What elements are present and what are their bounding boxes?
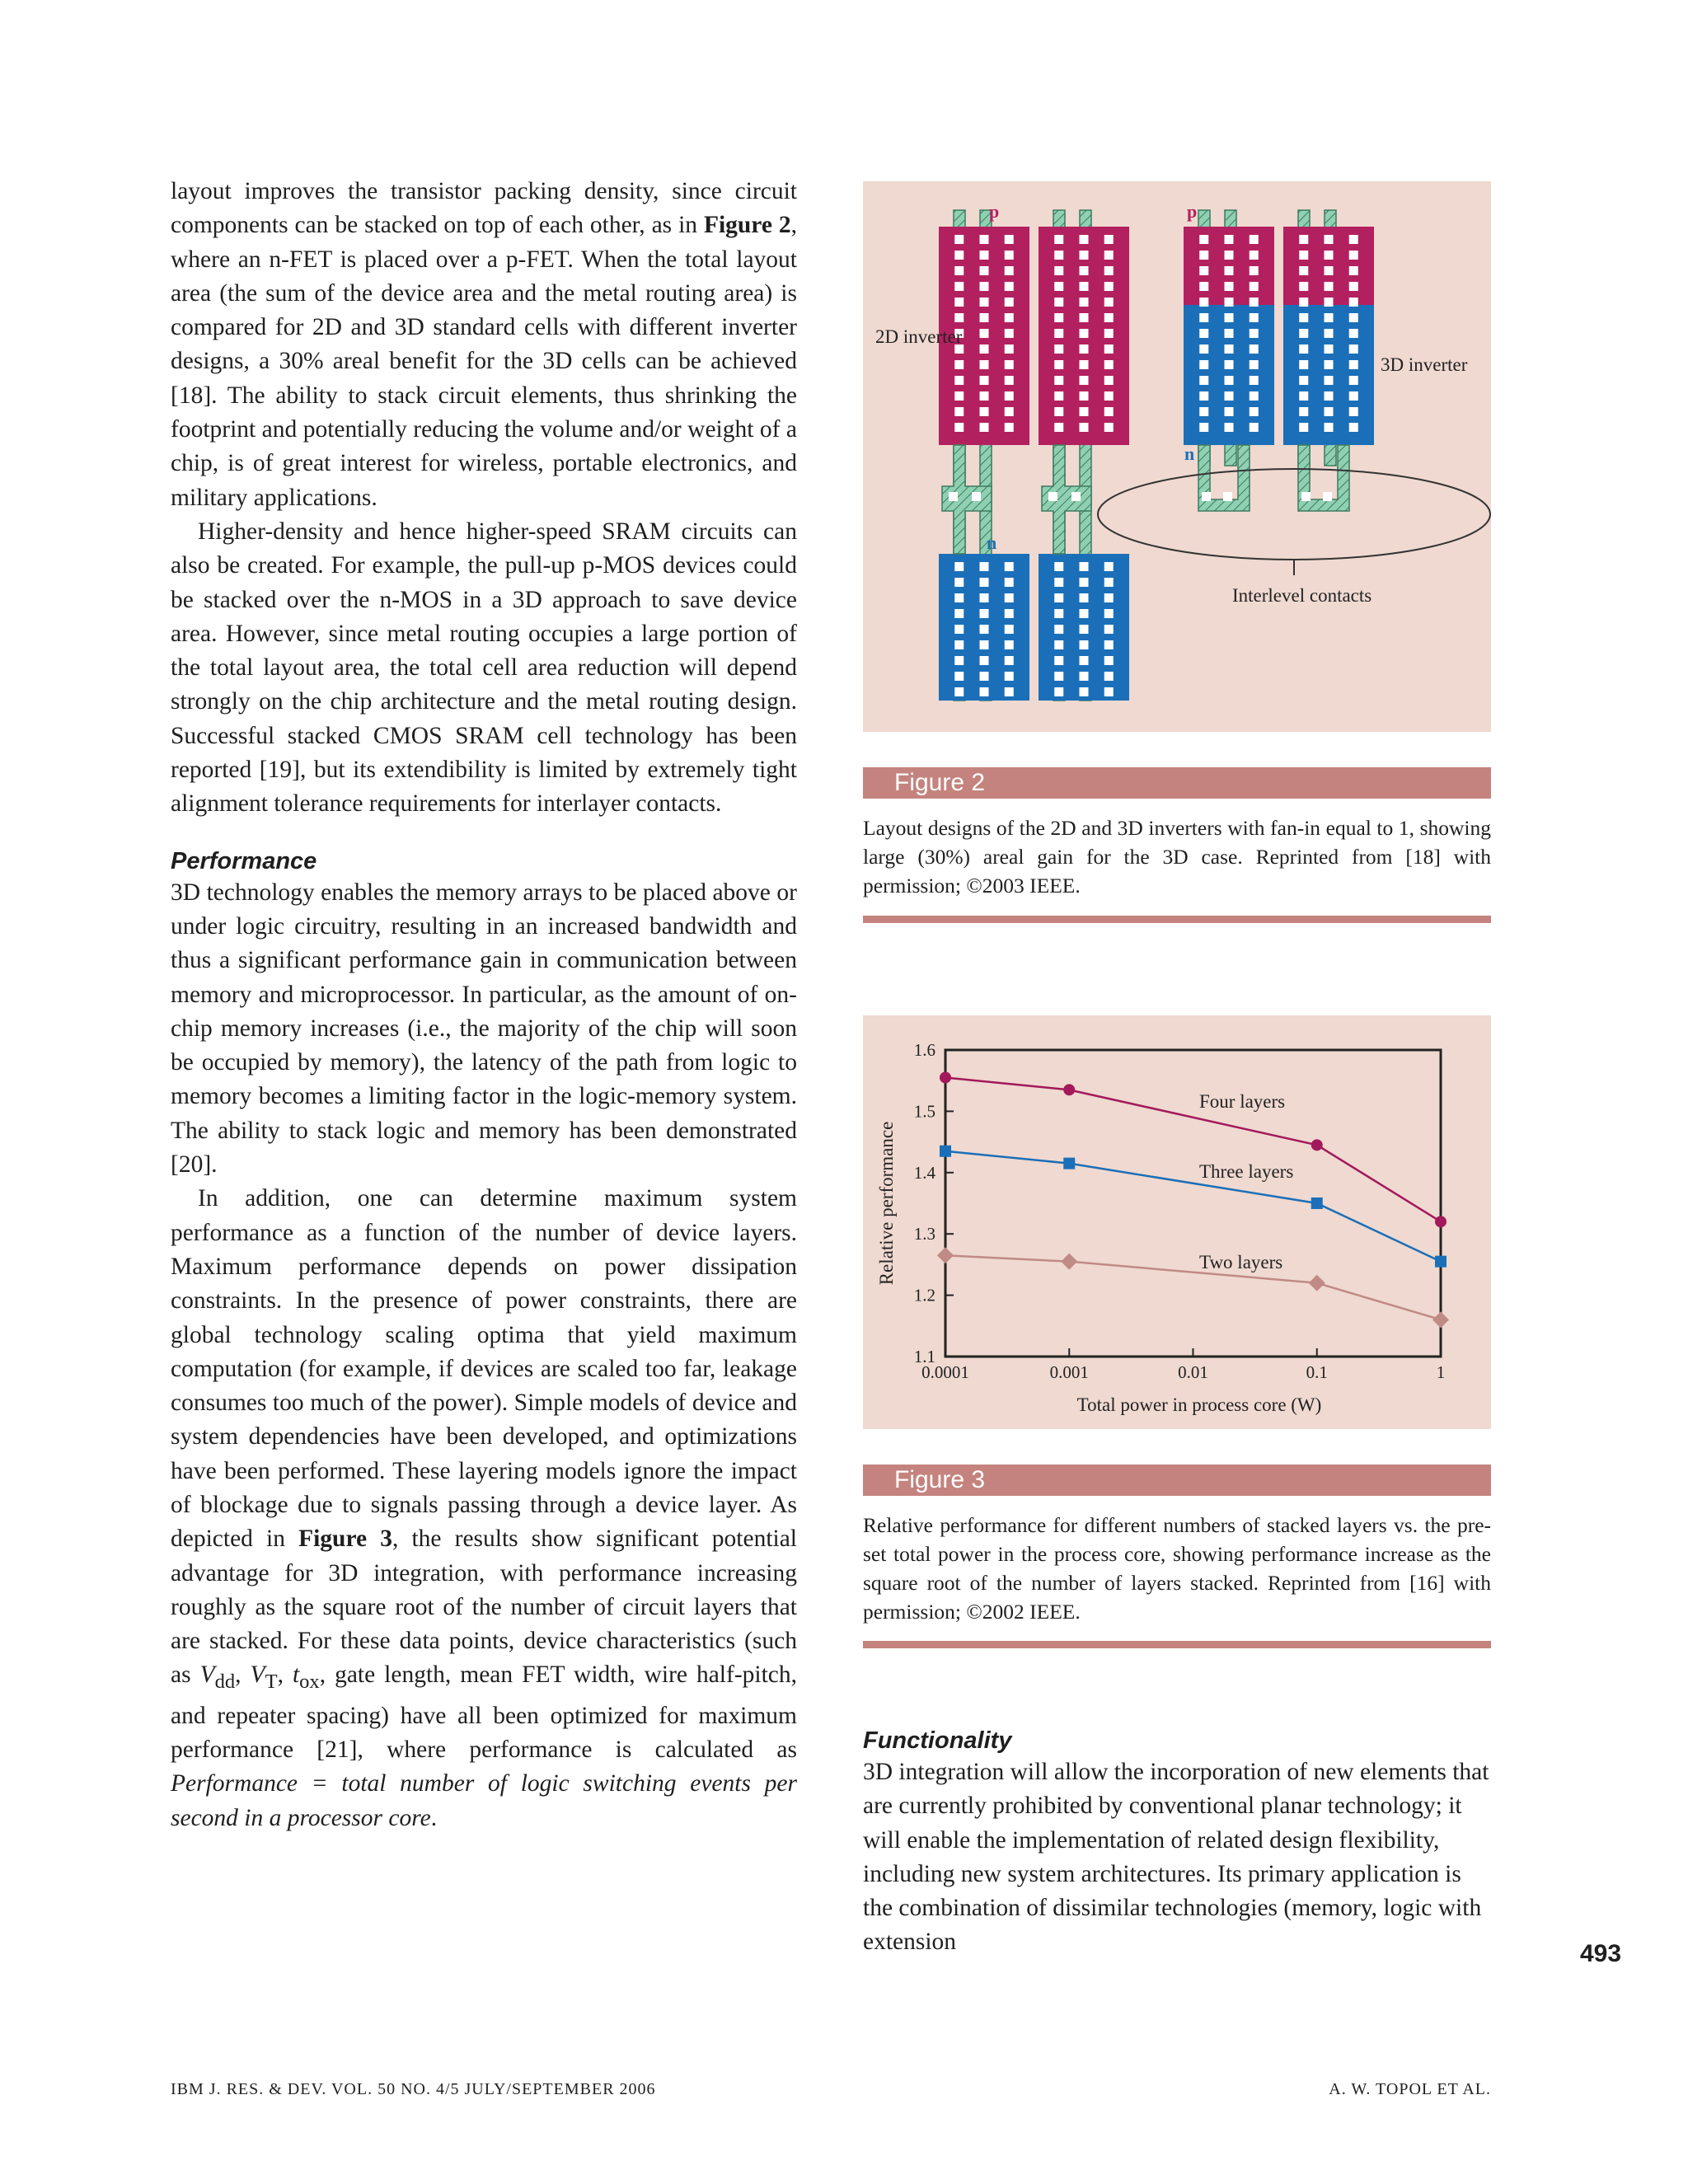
contact-square	[1005, 640, 1014, 649]
contact-square	[1299, 298, 1308, 307]
contact-square	[954, 625, 964, 634]
series-line-2	[945, 1255, 1441, 1319]
contact-square	[1048, 492, 1057, 501]
contact-square	[1104, 625, 1114, 634]
contact-square	[1199, 266, 1208, 275]
contact-square	[980, 391, 989, 401]
contact-square	[1080, 391, 1089, 401]
contact-square	[1223, 492, 1232, 501]
contact-square	[1202, 492, 1211, 501]
contact-square	[1005, 656, 1014, 665]
contact-square	[1325, 407, 1334, 416]
contact-square	[1005, 593, 1014, 602]
contact-square	[1199, 391, 1208, 401]
contact-square	[1080, 578, 1089, 587]
contact-square	[1349, 282, 1358, 291]
contact-square	[1349, 329, 1358, 338]
contact-square	[1054, 266, 1063, 275]
label-p-right: p	[1187, 201, 1198, 222]
contact-square	[1080, 609, 1089, 618]
contact-square	[1005, 625, 1014, 634]
contact-square	[980, 266, 989, 275]
contact-square	[1104, 376, 1114, 385]
contact-square	[954, 313, 964, 322]
x-tick-label: 0.001	[1049, 1362, 1089, 1382]
contact-square	[1104, 687, 1114, 696]
contact-square	[1080, 313, 1089, 322]
contacts-ellipse	[1098, 469, 1490, 560]
contact-square	[1325, 298, 1334, 307]
figure-2-label-bar	[863, 767, 1491, 799]
x-axis-label: Total power in process core (W)	[1076, 1394, 1322, 1415]
contact-square	[1054, 593, 1063, 602]
contact-square	[980, 407, 989, 416]
contact-square	[1005, 407, 1014, 416]
label-p-left: p	[989, 201, 1000, 222]
contact-square	[954, 562, 964, 571]
inverter-layout-diagram	[863, 181, 1491, 732]
contact-square	[1005, 562, 1014, 571]
contact-square	[1054, 235, 1063, 244]
contact-square	[980, 640, 989, 649]
contact-square	[1250, 313, 1259, 322]
contact-square	[1005, 251, 1014, 260]
contact-square	[1054, 640, 1063, 649]
contact-square	[1225, 251, 1234, 260]
contact-square	[1349, 298, 1358, 307]
contact-square	[1250, 376, 1259, 385]
data-point	[1309, 1275, 1325, 1291]
contact-square	[1325, 313, 1334, 322]
contact-square	[1225, 266, 1234, 275]
contact-square	[1225, 360, 1234, 369]
contact-square	[954, 423, 964, 432]
contact-square	[1080, 640, 1089, 649]
contact-square	[1299, 423, 1308, 432]
contact-square	[980, 329, 989, 338]
contact-square	[1199, 251, 1208, 260]
contact-square	[1005, 360, 1014, 369]
footer-authors: A. W. TOPOL ET AL.	[1329, 2080, 1491, 2098]
y-tick-label: 1.3	[913, 1224, 935, 1244]
contact-square	[980, 609, 989, 618]
contact-square	[1104, 562, 1114, 571]
contact-square	[1104, 282, 1114, 291]
figure-2-label: Figure 2	[894, 769, 986, 796]
figure-2-reference[interactable]: Figure 2	[703, 212, 791, 239]
contact-square	[954, 687, 964, 696]
label-2d-inverter: 2D inverter	[875, 326, 963, 347]
contact-square	[1225, 407, 1234, 416]
contact-square	[1325, 235, 1334, 244]
contact-square	[1299, 266, 1308, 275]
contact-square	[954, 391, 964, 401]
y-tick-label: 1.4	[913, 1162, 935, 1183]
contact-square	[1325, 266, 1334, 275]
legend-three-layers: Three layers	[1199, 1161, 1294, 1182]
contact-square	[980, 235, 989, 244]
data-point	[1435, 1216, 1447, 1227]
contact-square	[1005, 672, 1014, 681]
contact-square	[1299, 407, 1308, 416]
contact-square	[1005, 282, 1014, 291]
x-tick-label: 0.01	[1178, 1362, 1208, 1382]
contact-square	[1225, 313, 1234, 322]
contact-square	[1080, 672, 1089, 681]
section-heading-functionality: Functionality	[863, 1727, 1012, 1754]
contact-square	[1199, 407, 1208, 416]
contact-square	[980, 360, 989, 369]
performance-formula: Performance = total number of logic switching events per second in a processor core	[171, 1770, 797, 1831]
contact-square	[1054, 344, 1063, 354]
contact-square	[980, 625, 989, 634]
contact-square	[1299, 235, 1308, 244]
contact-square	[1299, 313, 1308, 322]
contact-square	[1225, 282, 1234, 291]
figure-3-chart	[863, 1015, 1491, 1429]
label-3d-inverter: 3D inverter	[1381, 354, 1468, 375]
contact-square	[980, 656, 989, 665]
contact-square	[954, 376, 964, 385]
contact-square	[1054, 360, 1063, 369]
contact-square	[1005, 298, 1014, 307]
contact-square	[1054, 407, 1063, 416]
contact-square	[1054, 609, 1063, 618]
series-line-1	[945, 1151, 1441, 1262]
contact-square	[1299, 282, 1308, 291]
contact-square	[1005, 609, 1014, 618]
figure-3-label-bar	[863, 1465, 1491, 1496]
data-point	[1311, 1197, 1323, 1209]
contact-square	[1104, 672, 1114, 681]
contact-square	[1325, 282, 1334, 291]
contact-square	[1080, 298, 1089, 307]
contact-square	[1199, 344, 1208, 354]
contact-square	[1054, 656, 1063, 665]
contact-square	[1054, 578, 1063, 587]
contact-square	[1325, 376, 1334, 385]
section-heading-performance: Performance	[171, 847, 317, 874]
contact-square	[1054, 251, 1063, 260]
contact-square	[1005, 391, 1014, 401]
paragraph: layout improves the transistor packing density, since circuit components can be stacked on top of each other, as in Figure 2, where an n-FET is placed over a p-FET. When the total layout area (the sum of the device area and the metal routing area) is compared for 2D and 3D standard cells with different inverter designs, a 30% areal benefit for the 3D cells can be achieved [18]. The ability to stack circuit elements, thus shrinking the footprint and potentially reducing the volume and/or weight of a chip, is of great interest for wireless, portable electronics, and military applications.	[171, 178, 797, 511]
contact-square	[1325, 360, 1334, 369]
contact-square	[1250, 391, 1259, 401]
contact-square	[1104, 266, 1114, 275]
data-point	[1061, 1254, 1077, 1270]
contact-square	[1349, 407, 1358, 416]
contact-square	[1299, 329, 1308, 338]
data-point	[1063, 1084, 1075, 1095]
contact-square	[1054, 298, 1063, 307]
figure-3-label: Figure 3	[894, 1466, 986, 1493]
contact-square	[1104, 298, 1114, 307]
contact-square	[954, 578, 964, 587]
figure-2-rule	[863, 916, 1491, 923]
label-n-left: n	[987, 532, 997, 553]
contact-square	[1225, 298, 1234, 307]
contact-square	[1325, 251, 1334, 260]
contact-square	[1104, 313, 1114, 322]
contact-square	[1199, 313, 1208, 322]
contact-square	[1080, 656, 1089, 665]
contact-square	[1054, 376, 1063, 385]
contact-square	[1349, 376, 1358, 385]
contact-square	[1199, 298, 1208, 307]
contact-square	[1199, 376, 1208, 385]
contact-square	[954, 640, 964, 649]
contact-square	[1071, 492, 1081, 501]
contact-square	[1005, 329, 1014, 338]
label-interlevel-contacts: Interlevel contacts	[1232, 585, 1372, 606]
contact-square	[1104, 329, 1114, 338]
data-point	[1432, 1311, 1449, 1328]
contact-square	[1325, 329, 1334, 338]
contact-square	[1104, 407, 1114, 416]
contact-square	[1199, 282, 1208, 291]
contact-square	[1349, 235, 1358, 244]
contact-square	[1199, 235, 1208, 244]
contact-square	[1080, 687, 1089, 696]
contact-square	[1325, 344, 1334, 354]
contact-square	[1349, 423, 1358, 432]
contact-square	[980, 423, 989, 432]
contact-square	[1349, 360, 1358, 369]
contact-square	[1250, 251, 1259, 260]
contact-square	[1080, 625, 1089, 634]
contact-square	[1250, 329, 1259, 338]
contact-square	[1225, 423, 1234, 432]
contact-square	[1080, 329, 1089, 338]
page-number: 493	[1580, 1940, 1622, 1967]
contact-square	[1080, 251, 1089, 260]
contact-square	[1005, 423, 1014, 432]
label-n-right: n	[1184, 443, 1195, 464]
contact-square	[1054, 391, 1063, 401]
paragraph: Higher-density and hence higher-speed SRAM circuits can also be created. For example, the pull-up p-MOS devices could be stacked over the n-MOS in a 3D approach to save device area. However, since metal routing occupies a large portion of the total layout area, the total cell area reduction will depend strongly on the chip architecture and the metal routing design. Successful stacked CMOS SRAM cell technology has been reported [19], but its extendibility is limited by extremely tight alignment tolerance requirements for interlayer contacts.	[171, 518, 797, 818]
contact-square	[1104, 423, 1114, 432]
y-tick-label: 1.6	[913, 1040, 935, 1060]
contact-square	[954, 672, 964, 681]
data-point	[937, 1247, 954, 1263]
contact-square	[1080, 423, 1089, 432]
paragraph: In addition, one can determine maximum system performance as a function of the number of device layers. Maximum performance depends on power dissipation constraints. In the presence of power constraints, there are global technology scaling optima that yield maximum computation (for example, if devices are scaled too far, leakage consumes too much of the power). Simple models of device and system dependencies have been developed, and optimizations have been performed. These layering models ignore the impact of blockage due to signals passing through a device layer. As depicted in Figure 3, the results show significant potential advantage for 3D integration, with performance increasing roughly as the square root of the number of circuit layers that are stacked. For these data points, device characteristics (such as $V_{dd}$, $V_T$, $t_{ox}$, gate length, mean FET width, wire half-pitch, and repeater spacing) have all been optimized for maximum performance [21], where performance is calculated as Performance = total number of logic switching events per second in a processor core.	[171, 1185, 798, 1831]
contact-square	[954, 235, 964, 244]
contact-square	[980, 376, 989, 385]
data-point	[1063, 1158, 1075, 1169]
contact-square	[1005, 376, 1014, 385]
contact-square	[980, 672, 989, 681]
series-line-0	[945, 1077, 1441, 1221]
contact-square	[1250, 423, 1259, 432]
paragraph: 3D technology enables the memory arrays to be placed above or under logic circuitry, resulting in an increased bandwidth and thus a significant performance gain in communication between memory and microprocessor. In particular, as the amount of on-chip memory increases (i.e., the majority of the chip will soon be occupied by memory), the latency of the path from logic to memory becomes a limiting factor in the logic-memory system. The ability to stack logic and memory has been demonstrated [20].	[171, 879, 797, 1179]
contact-square	[1005, 344, 1014, 354]
contact-square	[1299, 360, 1308, 369]
contact-square	[1005, 266, 1014, 275]
contact-square	[980, 298, 989, 307]
right-column	[863, 1726, 1491, 1960]
figure-3-caption: Relative performance for different numbers of stacked layers vs. the pre-set total power in the process core, showing performance increase as the square root of the number of layers stacked. Reprinted from [16] with permission; ©2002 IEEE.	[863, 1513, 1491, 1624]
contact-square	[954, 407, 964, 416]
contact-square	[1104, 640, 1114, 649]
contact-square	[1080, 562, 1089, 571]
contact-square	[1104, 391, 1114, 401]
data-point	[1435, 1256, 1447, 1268]
data-point	[940, 1071, 951, 1083]
legend-two-layers: Two layers	[1199, 1252, 1283, 1272]
contact-square	[1080, 360, 1089, 369]
contact-square	[1104, 235, 1114, 244]
y-tick-label: 1.5	[913, 1101, 935, 1122]
contact-square	[1054, 672, 1063, 681]
figure-3-reference[interactable]: Figure 3	[298, 1526, 392, 1553]
contact-square	[1349, 313, 1358, 322]
contact-square	[1104, 656, 1114, 665]
y-axis-label: Relative performance	[876, 1121, 897, 1286]
contact-square	[1199, 423, 1208, 432]
contact-square	[980, 282, 989, 291]
contact-square	[954, 298, 964, 307]
contact-square	[1080, 266, 1089, 275]
figure-2-image	[863, 181, 1491, 732]
contact-square	[1054, 562, 1063, 571]
contact-square	[954, 282, 964, 291]
contact-square	[1080, 407, 1089, 416]
contact-square	[1323, 492, 1332, 501]
contact-square	[1054, 423, 1063, 432]
contact-square	[1080, 376, 1089, 385]
contact-square	[1199, 360, 1208, 369]
contact-square	[1080, 282, 1089, 291]
contact-square	[1299, 344, 1308, 354]
contact-square	[1104, 578, 1114, 587]
contact-square	[1225, 344, 1234, 354]
contact-square	[1104, 344, 1114, 354]
contact-square	[1325, 391, 1334, 401]
paragraph: 3D integration will allow the incorporation of new elements that are currently prohibited by conventional planar technology; it will enable the implementation of related design flexibility, including new system architectures. Its primary application is the combination of dissimilar technologies (memory, logic with extension	[863, 1759, 1489, 1956]
contact-square	[1225, 235, 1234, 244]
contact-square	[980, 313, 989, 322]
contact-square	[954, 609, 964, 618]
contact-square	[1299, 251, 1308, 260]
contact-square	[1104, 360, 1114, 369]
contact-square	[980, 593, 989, 602]
contact-square	[980, 578, 989, 587]
contact-square	[1054, 282, 1063, 291]
contact-square	[1250, 266, 1259, 275]
contact-square	[972, 492, 981, 501]
contact-square	[1349, 391, 1358, 401]
contact-square	[1080, 344, 1089, 354]
contact-square	[1054, 313, 1063, 322]
contact-square	[980, 251, 989, 260]
contact-square	[1325, 423, 1334, 432]
legend-four-layers: Four layers	[1199, 1091, 1286, 1112]
contact-square	[1054, 687, 1063, 696]
contact-square	[1104, 251, 1114, 260]
contact-square	[954, 656, 964, 665]
contact-square	[1225, 329, 1234, 338]
contact-square	[1299, 376, 1308, 385]
contact-square	[980, 562, 989, 571]
contact-square	[1250, 298, 1259, 307]
contact-square	[1005, 578, 1014, 587]
contact-square	[980, 687, 989, 696]
contact-square	[954, 251, 964, 260]
contact-square	[1301, 492, 1311, 501]
contact-square	[1054, 329, 1063, 338]
contact-square	[1250, 344, 1259, 354]
y-tick-label: 1.1	[913, 1347, 935, 1366]
contact-square	[1225, 376, 1234, 385]
contact-square	[1299, 391, 1308, 401]
x-tick-label: 1	[1436, 1362, 1446, 1382]
contact-square	[954, 360, 964, 369]
contact-square	[1199, 329, 1208, 338]
left-column	[171, 175, 797, 1835]
contact-square	[1349, 266, 1358, 275]
contact-square	[954, 593, 964, 602]
contact-square	[1250, 407, 1259, 416]
footer-journal: IBM J. RES. & DEV. VOL. 50 NO. 4/5 JULY/SEPTEMBER 2006	[171, 2080, 656, 2098]
figure-3-rule	[863, 1641, 1491, 1648]
contact-square	[1250, 360, 1259, 369]
contact-square	[1104, 609, 1114, 618]
contact-square	[954, 266, 964, 275]
contact-square	[1005, 313, 1014, 322]
figure-2-caption: Layout designs of the 2D and 3D inverters with fan-in equal to 1, showing large (30%) areal gain for the 3D case. Reprinted from [18] with permission; ©2003 IEEE.	[863, 816, 1491, 898]
contact-square	[1250, 235, 1259, 244]
contact-square	[1005, 687, 1014, 696]
contact-square	[949, 492, 958, 501]
contact-square	[1349, 251, 1358, 260]
contact-square	[1225, 391, 1234, 401]
data-point	[1311, 1139, 1323, 1151]
x-tick-label: 0.1	[1306, 1362, 1328, 1382]
plot-frame	[945, 1050, 1441, 1357]
data-point	[940, 1146, 951, 1157]
contact-square	[1104, 593, 1114, 602]
contact-square	[980, 344, 989, 354]
x-tick-label: 0.0001	[921, 1362, 969, 1382]
performance-chart	[863, 1015, 1491, 1429]
contact-square	[1054, 625, 1063, 634]
contact-square	[1349, 344, 1358, 354]
contact-square	[1250, 282, 1259, 291]
contact-square	[1080, 593, 1089, 602]
y-tick-label: 1.2	[913, 1285, 935, 1305]
contact-square	[1080, 235, 1089, 244]
contact-square	[1005, 235, 1014, 244]
